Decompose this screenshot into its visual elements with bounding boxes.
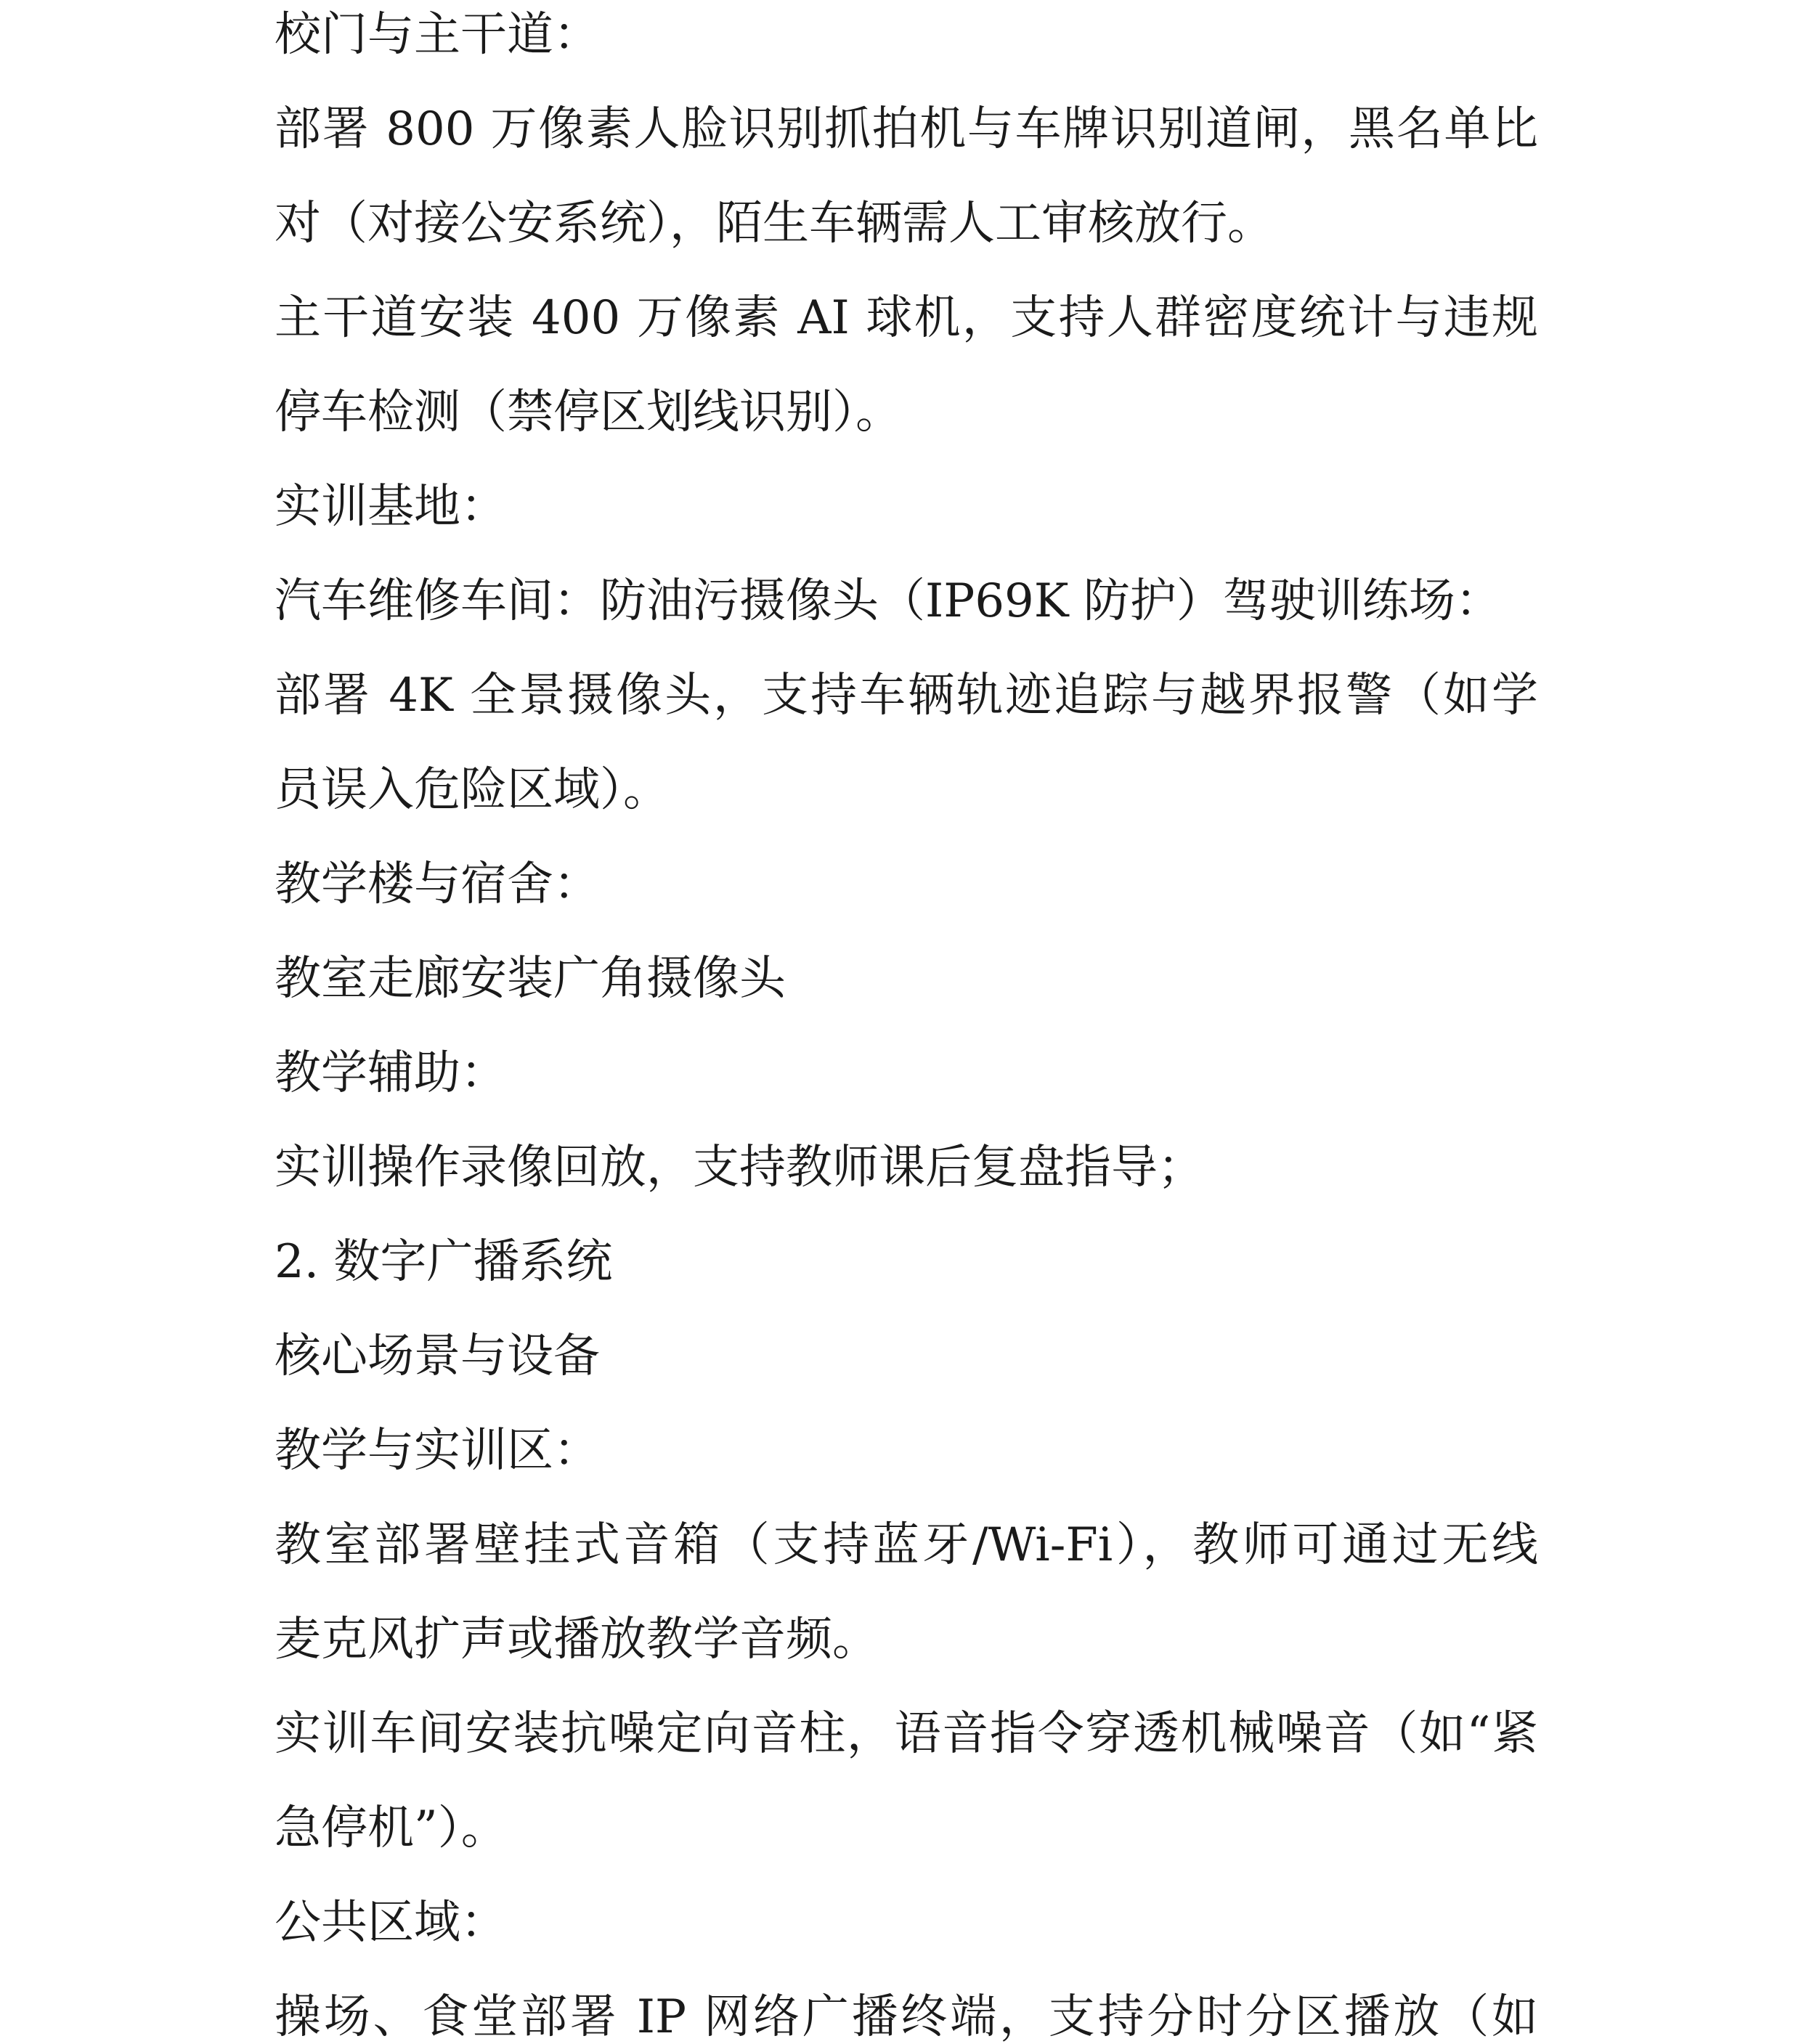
text-line: 实训车间安装抗噪定向音柱，语音指令穿透机械噪音（如“紧 [275, 1707, 1538, 1761]
text-line: 主干道安装 400 万像素 AI 球机，支持人群密度统计与违规 [275, 291, 1538, 345]
text-line: 对（对接公安系统），陌生车辆需人工审核放行。 [275, 197, 1274, 251]
text-line: 教室部署壁挂式音箱（支持蓝牙/Wi-Fi），教师可通过无线 [275, 1518, 1538, 1572]
text-line: 麦克风扩声或播放教学音频。 [275, 1613, 879, 1666]
text-line: 部署 4K 全景摄像头，支持车辆轨迹追踪与越界报警（如学 [275, 669, 1538, 722]
text-line: 操场、食堂部署 IP 网络广播终端，支持分时分区播放（如 [275, 1990, 1538, 2044]
text-line: 教学辅助： [275, 1046, 507, 1100]
text-line: 急停机”）。 [275, 1801, 508, 1855]
text-line: 实训操作录像回放，支持教师课后复盘指导； [275, 1141, 1204, 1194]
text-line: 教学与实训区： [275, 1424, 600, 1478]
text-line: 教学楼与宿舍： [275, 858, 600, 911]
text-line: 实训基地： [275, 480, 507, 534]
section-heading: 2. 数字广播系统 [275, 1235, 613, 1289]
text-line: 员误入危险区域）。 [275, 763, 670, 817]
text-line: 教室走廊安装广角摄像头 [275, 952, 786, 1006]
text-line: 停车检测（禁停区划线识别）。 [275, 386, 902, 439]
text-line: 公共区域： [275, 1896, 507, 1950]
text-line: 核心场景与设备 [275, 1330, 600, 1383]
text-line: 汽车维修车间：防油污摄像头（IP69K 防护）驾驶训练场： [275, 574, 1502, 628]
text-line: 部署 800 万像素人脸识别抓拍机与车牌识别道闸，黑名单比 [275, 102, 1538, 156]
text-line: 校门与主干道： [275, 8, 600, 62]
